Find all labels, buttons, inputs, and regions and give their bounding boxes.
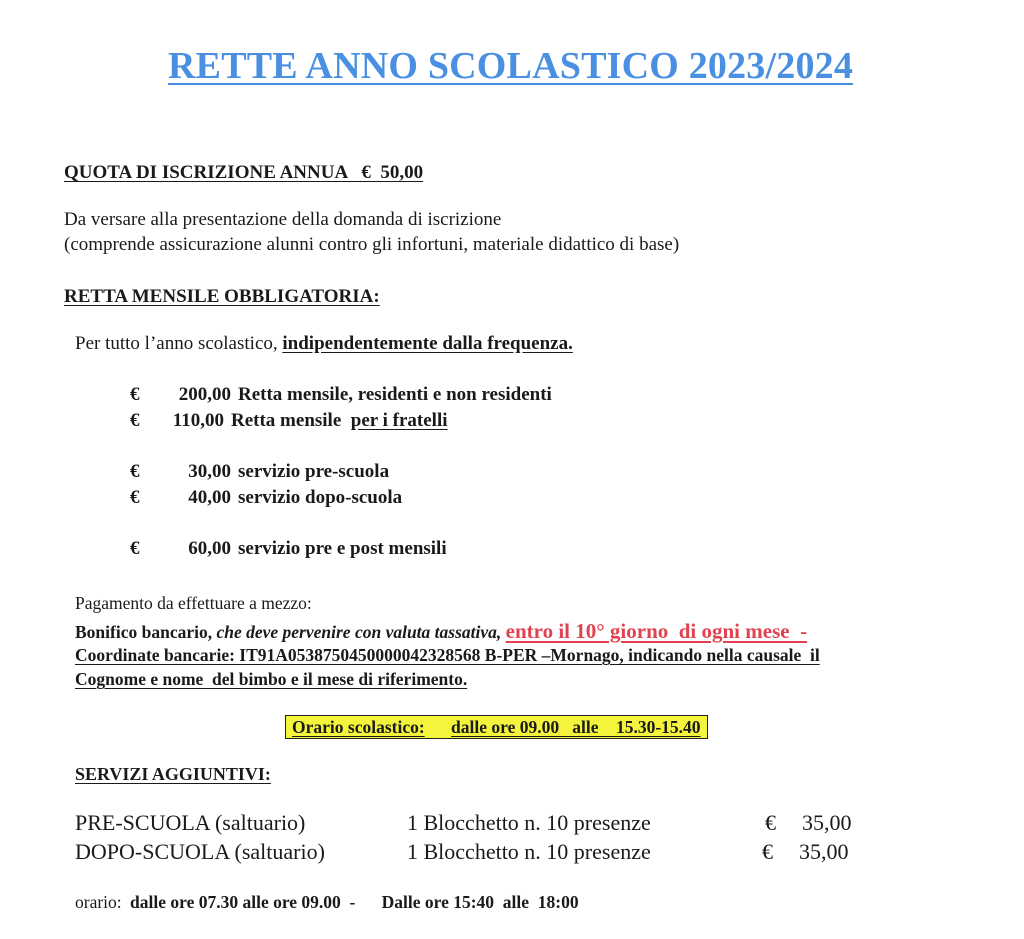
service-name: DOPO-SCUOLA (saltuario) <box>75 839 325 864</box>
service-name: PRE-SCUOLA (saltuario) <box>75 810 306 835</box>
service-currency: € <box>765 810 776 835</box>
service-row <box>75 810 895 838</box>
service-row <box>75 839 895 867</box>
page-title: RETTE ANNO SCOLASTICO 2023/2024 <box>168 45 854 87</box>
bank-causale: Cognome e nome del bimbo e il mese di riferimento. <box>75 669 468 689</box>
fee-row <box>130 384 730 408</box>
retta-heading: RETTA MENSILE OBBLIGATORIA: <box>64 286 380 307</box>
service-package: 1 Blocchetto n. 10 presenze <box>407 810 651 835</box>
bank-coordinates: Coordinate bancarie: IT91A0538750450000042328568 B-PER –Mornago, indicando nella causale il <box>75 645 820 665</box>
fee-description: servizio pre-scuola <box>238 461 390 482</box>
service-package: 1 Blocchetto n. 10 presenze <box>407 839 651 864</box>
quota-line-1: Da versare alla presentazione della domanda di iscrizione <box>64 209 502 230</box>
currency-symbol: € <box>130 461 140 482</box>
fee-description-text: Retta mensile <box>231 410 351 431</box>
orario-label: orario: <box>75 892 122 912</box>
fee-row <box>130 487 730 511</box>
quota-heading: QUOTA DI ISCRIZIONE ANNUA € 50,00 <box>64 162 424 183</box>
fee-description: servizio pre e post mensili <box>238 538 447 559</box>
payment-method-note: che deve pervenire con valuta tassativa, <box>216 622 506 642</box>
servizi-orario <box>75 892 579 913</box>
school-hours-box <box>285 715 708 739</box>
orario-value: dalle ore 07.30 alle ore 09.00 - Dalle ore 15:40 alle 18:00 <box>130 892 579 912</box>
fee-description: Retta mensile, residenti e non residenti <box>238 384 552 405</box>
fee-amount: 40,00 <box>188 487 231 508</box>
fee-description <box>231 410 448 432</box>
currency-symbol: € <box>130 410 140 431</box>
school-hours-label: Orario scolastico: <box>292 717 425 737</box>
service-price: 35,00 <box>799 839 849 864</box>
fee-amount: 110,00 <box>172 410 224 431</box>
fee-row <box>130 410 730 434</box>
fee-description-emphasis: per i fratelli <box>350 410 448 431</box>
retta-intro-text: Per tutto l’anno scolastico, <box>75 333 283 354</box>
fee-description: servizio dopo-scuola <box>238 487 403 508</box>
fee-amount: 60,00 <box>188 538 231 559</box>
currency-symbol: € <box>130 487 140 508</box>
fee-amount: 200,00 <box>178 384 231 405</box>
payment-method-label: Bonifico bancario, <box>75 622 217 642</box>
quota-line-2: (comprende assicurazione alunni contro gli infortuni, materiale didattico di base) <box>64 234 680 255</box>
retta-intro <box>75 333 573 355</box>
payment-method <box>75 619 807 644</box>
fee-row <box>130 538 730 562</box>
service-currency: € <box>762 839 773 864</box>
currency-symbol: € <box>130 384 140 405</box>
retta-intro-emphasis: indipendentemente dalla frequenza. <box>282 333 573 354</box>
service-price: 35,00 <box>802 810 852 835</box>
payment-intro: Pagamento da effettuare a mezzo: <box>75 593 312 613</box>
payment-deadline: entro il 10° giorno di ogni mese - <box>505 619 808 643</box>
fee-row <box>130 461 730 485</box>
servizi-heading: SERVIZI AGGIUNTIVI: <box>75 764 271 784</box>
currency-symbol: € <box>130 538 140 559</box>
fee-amount: 30,00 <box>188 461 231 482</box>
school-hours-value: dalle ore 09.00 alle 15.30-15.40 <box>451 717 701 737</box>
